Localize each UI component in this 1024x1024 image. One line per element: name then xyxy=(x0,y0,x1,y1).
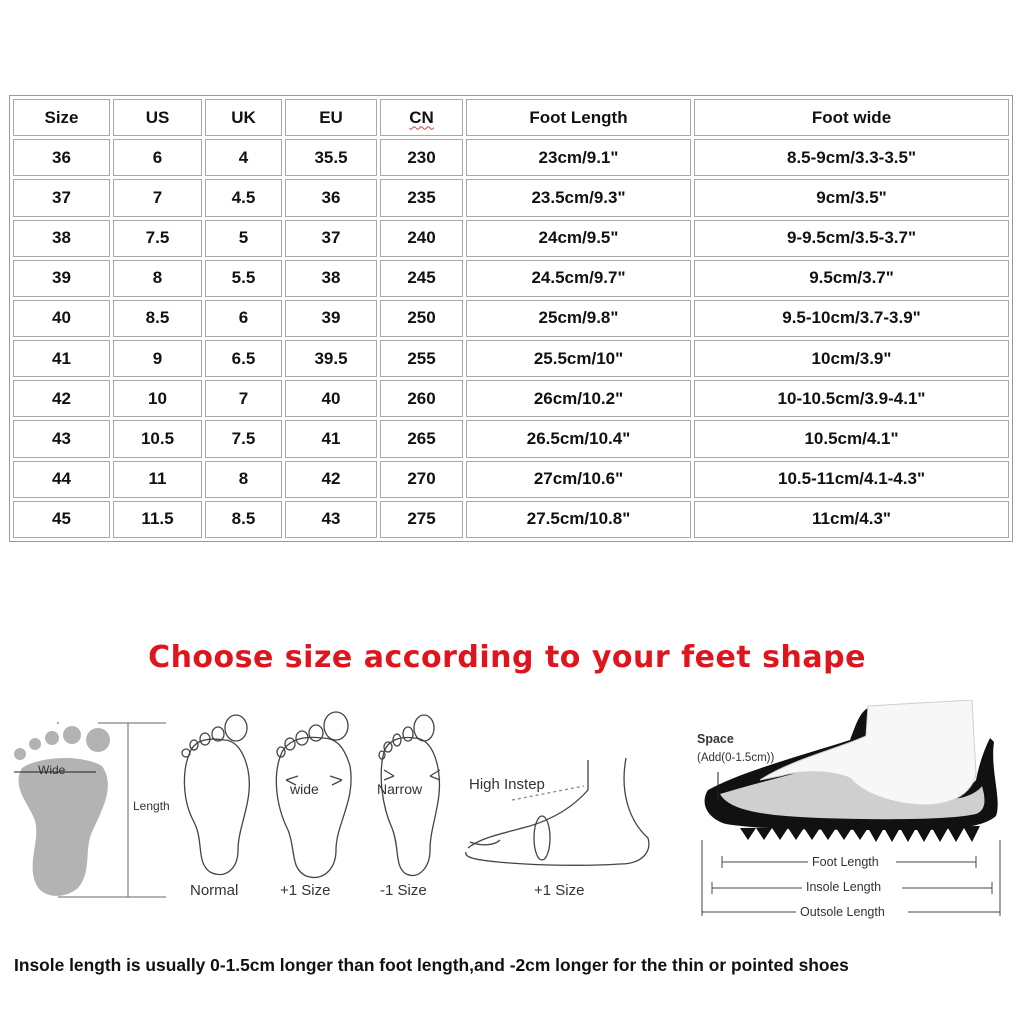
foot-length-label: Foot Length xyxy=(812,855,879,869)
table-row xyxy=(13,461,1009,498)
cell-uk: 7.5 xyxy=(205,420,282,457)
space-label: Space xyxy=(697,732,734,746)
size-advice-headline: Choose size according to your feet shape xyxy=(148,640,866,675)
cell-uk: 6 xyxy=(205,300,282,337)
table-header-row xyxy=(13,99,1009,136)
cell-size: 42 xyxy=(13,380,110,417)
cell-size: 43 xyxy=(13,420,110,457)
cell-size: 38 xyxy=(13,220,110,257)
cell-size: 37 xyxy=(13,179,110,216)
cell-uk: 4 xyxy=(205,139,282,176)
cell-uk: 5.5 xyxy=(205,260,282,297)
normal-foot-icon xyxy=(182,715,249,875)
wide-foot-label: wide xyxy=(290,781,319,797)
narrow-caption: -1 Size xyxy=(380,882,427,899)
cell-foot-wide: 10cm/3.9" xyxy=(694,340,1009,377)
high-instep-foot-icon xyxy=(466,758,649,865)
wide-label: Wide xyxy=(38,763,66,777)
cell-us: 10.5 xyxy=(113,420,202,457)
header-uk: UK xyxy=(205,99,282,136)
cell-foot-wide: 10.5cm/4.1" xyxy=(694,420,1009,457)
cell-eu: 42 xyxy=(285,461,377,498)
table-row xyxy=(13,380,1009,417)
cell-us: 8 xyxy=(113,260,202,297)
header-cn: CN xyxy=(380,99,463,136)
cell-us: 11 xyxy=(113,461,202,498)
table-row xyxy=(13,220,1009,257)
cell-eu: 40 xyxy=(285,380,377,417)
cell-foot-wide: 9.5-10cm/3.7-3.9" xyxy=(694,300,1009,337)
cell-us: 9 xyxy=(113,340,202,377)
table-row xyxy=(13,420,1009,457)
cell-us: 10 xyxy=(113,380,202,417)
cell-uk: 4.5 xyxy=(205,179,282,216)
length-label: Length xyxy=(133,799,170,813)
header-foot-length: Foot Length xyxy=(466,99,691,136)
cell-cn: 255 xyxy=(380,340,463,377)
cell-uk: 8.5 xyxy=(205,501,282,538)
header-eu: EU xyxy=(285,99,377,136)
cell-foot-length: 26.5cm/10.4" xyxy=(466,420,691,457)
cell-size: 44 xyxy=(13,461,110,498)
cell-cn: 270 xyxy=(380,461,463,498)
cell-eu: 37 xyxy=(285,220,377,257)
cell-foot-length: 23cm/9.1" xyxy=(466,139,691,176)
cell-us: 7 xyxy=(113,179,202,216)
cell-us: 11.5 xyxy=(113,501,202,538)
cell-eu: 43 xyxy=(285,501,377,538)
table-row xyxy=(13,501,1009,538)
table-row xyxy=(13,260,1009,297)
cell-cn: 250 xyxy=(380,300,463,337)
cell-foot-wide: 10-10.5cm/3.9-4.1" xyxy=(694,380,1009,417)
cell-foot-wide: 9-9.5cm/3.5-3.7" xyxy=(694,220,1009,257)
cell-size: 41 xyxy=(13,340,110,377)
cell-foot-length: 26cm/10.2" xyxy=(466,380,691,417)
cell-size: 40 xyxy=(13,300,110,337)
cell-foot-wide: 11cm/4.3" xyxy=(694,501,1009,538)
table-row xyxy=(13,179,1009,216)
table-row xyxy=(13,300,1009,337)
cell-us: 6 xyxy=(113,139,202,176)
cell-foot-length: 24.5cm/9.7" xyxy=(466,260,691,297)
cell-foot-wide: 9cm/3.5" xyxy=(694,179,1009,216)
cell-uk: 6.5 xyxy=(205,340,282,377)
table-row xyxy=(13,340,1009,377)
cell-uk: 7 xyxy=(205,380,282,417)
insole-length-label: Insole Length xyxy=(806,880,882,894)
high-instep-label: High Instep xyxy=(469,776,545,793)
cell-uk: 8 xyxy=(205,461,282,498)
cell-size: 45 xyxy=(13,501,110,538)
cell-cn: 240 xyxy=(380,220,463,257)
cell-cn: 260 xyxy=(380,380,463,417)
cell-foot-wide: 8.5-9cm/3.3-3.5" xyxy=(694,139,1009,176)
space-note: (Add(0-1.5cm)) xyxy=(697,752,775,764)
header-foot-wide: Foot wide xyxy=(694,99,1009,136)
cell-foot-length: 23.5cm/9.3" xyxy=(466,179,691,216)
cell-foot-length: 25cm/9.8" xyxy=(466,300,691,337)
cell-foot-length: 27cm/10.6" xyxy=(466,461,691,498)
cell-foot-wide: 9.5cm/3.7" xyxy=(694,260,1009,297)
cell-eu: 38 xyxy=(285,260,377,297)
narrow-foot-label: Narrow xyxy=(377,781,423,797)
size-chart-table xyxy=(9,95,1013,542)
header-size: Size xyxy=(13,99,110,136)
cell-eu: 41 xyxy=(285,420,377,457)
cell-us: 7.5 xyxy=(113,220,202,257)
cell-eu: 35.5 xyxy=(285,139,377,176)
cell-cn: 245 xyxy=(380,260,463,297)
cell-foot-length: 24cm/9.5" xyxy=(466,220,691,257)
cell-foot-length: 27.5cm/10.8" xyxy=(466,501,691,538)
shoe-cross-section-icon xyxy=(705,700,998,842)
normal-caption: Normal xyxy=(190,882,239,899)
cell-cn: 235 xyxy=(380,179,463,216)
outsole-length-label: Outsole Length xyxy=(800,905,885,919)
cell-size: 36 xyxy=(13,139,110,176)
footprint-measure-icon xyxy=(14,722,110,896)
cell-size: 39 xyxy=(13,260,110,297)
cell-foot-wide: 10.5-11cm/4.1-4.3" xyxy=(694,461,1009,498)
high-instep-caption: +1 Size xyxy=(534,882,585,899)
table-row xyxy=(13,139,1009,176)
cell-foot-length: 25.5cm/10" xyxy=(466,340,691,377)
cell-us: 8.5 xyxy=(113,300,202,337)
cell-cn: 265 xyxy=(380,420,463,457)
cell-uk: 5 xyxy=(205,220,282,257)
cell-eu: 36 xyxy=(285,179,377,216)
cell-cn: 275 xyxy=(380,501,463,538)
cell-eu: 39.5 xyxy=(285,340,377,377)
cell-cn: 230 xyxy=(380,139,463,176)
insole-footnote: Insole length is usually 0-1.5cm longer than foot length,and -2cm longer for the thin or pointed shoes xyxy=(14,955,849,975)
foot-shape-illustrations xyxy=(0,700,1024,930)
header-us: US xyxy=(113,99,202,136)
wide-caption: +1 Size xyxy=(280,882,331,899)
cell-eu: 39 xyxy=(285,300,377,337)
